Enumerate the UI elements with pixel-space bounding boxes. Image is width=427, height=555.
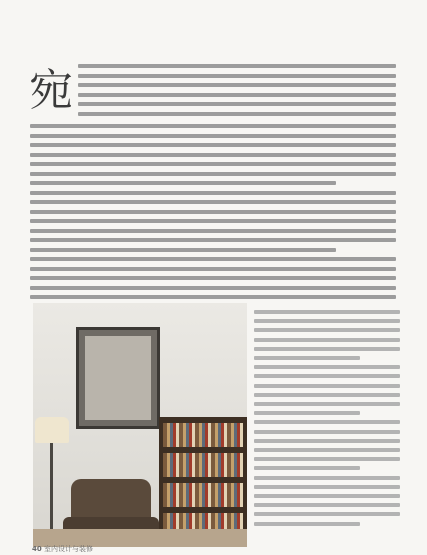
page-number: 40 xyxy=(32,545,42,553)
text-line xyxy=(78,83,396,87)
text-line xyxy=(30,191,396,195)
text-line xyxy=(254,466,360,470)
text-line xyxy=(254,494,400,498)
text-line xyxy=(254,420,400,424)
text-line xyxy=(30,143,396,147)
text-line xyxy=(30,229,396,233)
text-line xyxy=(78,102,396,106)
text-line xyxy=(30,286,396,290)
text-line xyxy=(254,384,400,388)
text-line xyxy=(30,295,396,299)
text-line xyxy=(254,338,400,342)
text-line xyxy=(30,124,396,128)
text-line xyxy=(254,328,400,332)
text-line xyxy=(254,512,400,516)
text-line xyxy=(254,485,400,489)
shelf-row xyxy=(163,483,243,507)
text-line xyxy=(30,210,396,214)
side-column-text xyxy=(254,310,404,430)
text-line xyxy=(78,112,396,116)
text-line xyxy=(78,74,396,78)
text-line xyxy=(30,162,396,166)
text-line xyxy=(30,153,396,157)
text-line xyxy=(30,219,396,223)
text-line xyxy=(30,181,336,185)
text-line xyxy=(254,411,360,415)
text-line xyxy=(30,267,396,271)
text-line xyxy=(254,347,400,351)
text-line xyxy=(30,200,396,204)
page-footer xyxy=(32,544,93,554)
artwork-canvas xyxy=(85,336,151,420)
text-line xyxy=(254,319,400,323)
drop-cap: 宛 xyxy=(29,65,73,116)
text-line xyxy=(78,64,396,68)
text-line xyxy=(30,248,336,252)
interior-photo xyxy=(33,303,247,547)
text-line xyxy=(254,522,360,526)
text-line xyxy=(254,457,400,461)
text-line xyxy=(30,276,396,280)
text-line xyxy=(30,238,396,242)
text-line xyxy=(78,93,396,97)
text-line xyxy=(254,476,400,480)
text-line xyxy=(254,439,400,443)
text-line xyxy=(30,134,396,138)
text-line xyxy=(254,356,360,360)
text-line xyxy=(254,393,400,397)
bookshelf xyxy=(159,417,247,547)
shelf-row xyxy=(163,453,243,477)
lamp-shade xyxy=(35,417,69,443)
text-line xyxy=(254,310,400,314)
text-line xyxy=(254,365,400,369)
publication-name: 室内设计与装修 xyxy=(43,545,93,553)
text-line xyxy=(30,257,396,261)
text-line xyxy=(254,448,400,452)
text-line xyxy=(254,374,400,378)
framed-artwork xyxy=(76,327,160,429)
text-line xyxy=(254,430,400,434)
shelf-row xyxy=(163,423,243,447)
text-line xyxy=(254,402,400,406)
text-line xyxy=(30,172,396,176)
text-line xyxy=(254,503,400,507)
